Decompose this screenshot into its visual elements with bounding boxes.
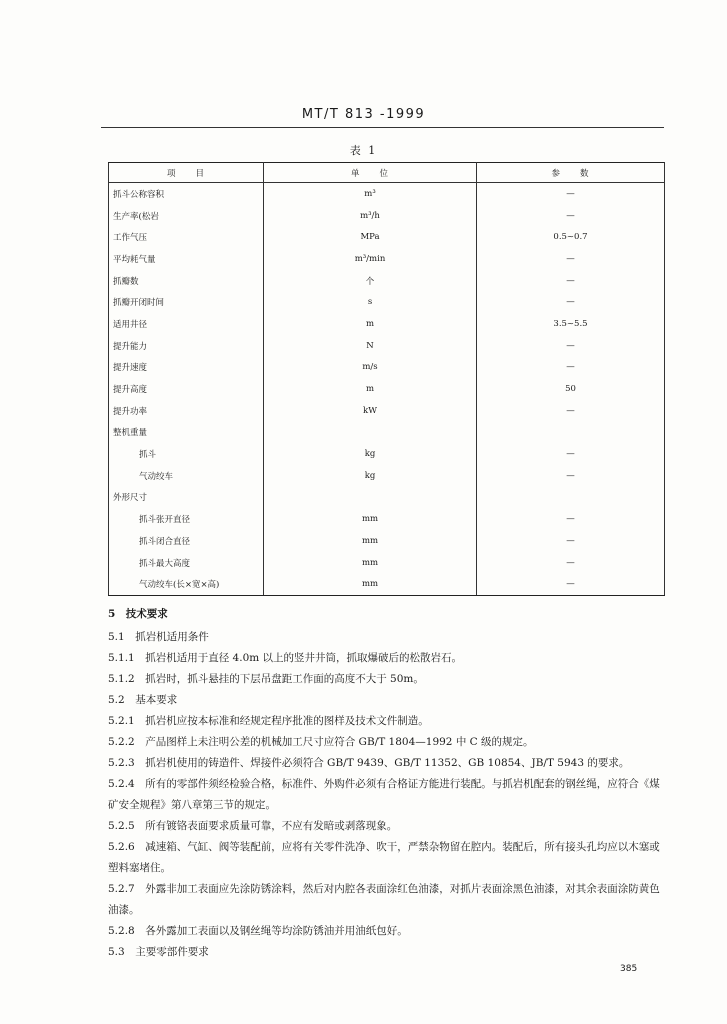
row-unit: mm xyxy=(264,508,477,530)
clause-paragraph: 5.3 主要零部件要求 xyxy=(108,946,209,958)
clause-paragraph: 5.2.1 抓岩机应按本标准和经规定程序批准的图样及技术文件制造。 xyxy=(108,715,429,727)
table-row xyxy=(109,508,665,530)
col-header-value: 参 数 xyxy=(477,163,665,183)
row-item: 整机重量 xyxy=(109,422,264,444)
row-unit xyxy=(264,422,477,444)
row-unit: kW xyxy=(264,400,477,422)
table-row xyxy=(109,465,665,487)
row-unit: m³ xyxy=(264,183,477,205)
header-rule xyxy=(101,127,664,128)
row-value: 0.5~0.7 xyxy=(477,226,665,248)
row-item: 抓瓣数 xyxy=(109,270,264,292)
row-unit xyxy=(264,487,477,509)
table-row xyxy=(109,357,665,379)
row-value: — xyxy=(477,443,665,465)
table-row xyxy=(109,205,665,227)
clause-paragraph: 5.1.2 抓岩时，抓斗悬挂的下层吊盘距工作面的高度不大于 50m。 xyxy=(108,673,424,685)
row-value: 3.5~5.5 xyxy=(477,313,665,335)
row-value: — xyxy=(477,205,665,227)
col-header-item: 项 目 xyxy=(109,163,264,183)
page-number: 385 xyxy=(620,964,638,974)
table-row xyxy=(109,552,665,574)
clause-paragraph: 5.1.1 抓岩机适用于直径 4.0m 以上的竖井井筒，抓取爆破后的松散岩石。 xyxy=(108,652,463,664)
table-row xyxy=(109,443,665,465)
row-item: 提升功率 xyxy=(109,400,264,422)
row-value: — xyxy=(477,530,665,552)
row-value: — xyxy=(477,552,665,574)
row-item: 平均耗气量 xyxy=(109,248,264,270)
table-row xyxy=(109,422,665,444)
col-header-unit: 单 位 xyxy=(264,163,477,183)
clause-paragraph: 5.2 基本要求 xyxy=(108,694,178,706)
row-unit: m³/h xyxy=(264,205,477,227)
row-value xyxy=(477,422,665,444)
row-unit: mm xyxy=(264,573,477,595)
row-item: 抓斗张开直径 xyxy=(109,508,264,530)
row-unit: kg xyxy=(264,443,477,465)
row-item: 生产率(松岩 xyxy=(109,205,264,227)
table-row xyxy=(109,400,665,422)
table-row xyxy=(109,335,665,357)
row-value: — xyxy=(477,357,665,379)
row-unit: m xyxy=(264,313,477,335)
row-unit: kg xyxy=(264,465,477,487)
table-row xyxy=(109,378,665,400)
clause-paragraph: 5.2.4 所有的零部件须经检验合格，标准件、外购件必须有合格证方能进行装配。与抓岩机配套的钢丝绳，应符合《煤矿安全规程》第八章第三节的规定。 xyxy=(108,778,660,811)
clause-paragraph: 5.2.3 抓岩机使用的铸造件、焊接件必须符合 GB/T 9439、GB/T 11352、GB 10854、JB/T 5943 的要求。 xyxy=(108,757,630,769)
row-unit: m xyxy=(264,378,477,400)
table-row xyxy=(109,248,665,270)
clause-paragraph: 5.2.7 外露非加工表面应先涂防锈涂料，然后对内腔各表面涂红色油漆，对抓片表面涂黑色油漆，对其余表面涂防黄色油漆。 xyxy=(108,883,660,916)
clause-paragraph: 5.2.6 减速箱、气缸、阀等装配前，应将有关零件洗净、吹干，严禁杂物留在腔内。装配后，所有接头孔均应以木塞或塑料塞堵住。 xyxy=(108,841,660,874)
row-unit: mm xyxy=(264,552,477,574)
clause-paragraph: 5.2.5 所有镀铬表面要求质量可靠，不应有发暗或剥落现象。 xyxy=(108,820,398,832)
row-value: — xyxy=(477,573,665,595)
row-unit: s xyxy=(264,291,477,313)
row-value: — xyxy=(477,291,665,313)
table-row xyxy=(109,313,665,335)
row-value: — xyxy=(477,248,665,270)
row-unit: mm xyxy=(264,530,477,552)
table-row xyxy=(109,183,665,205)
clause-paragraph: 5.2.8 各外露加工表面以及钢丝绳等均涂防锈油并用油纸包好。 xyxy=(108,925,408,937)
row-item: 抓瓣开闭时间 xyxy=(109,291,264,313)
row-item: 提升速度 xyxy=(109,357,264,379)
table-row xyxy=(109,291,665,313)
row-value: — xyxy=(477,400,665,422)
row-item: 外形尺寸 xyxy=(109,487,264,509)
table-row xyxy=(109,226,665,248)
row-unit: MPa xyxy=(264,226,477,248)
table-row xyxy=(109,573,665,595)
table-title: 表 1 xyxy=(349,144,378,157)
row-item: 抓斗公称容积 xyxy=(109,183,264,205)
spec-table xyxy=(108,162,665,596)
row-value: — xyxy=(477,508,665,530)
row-value: — xyxy=(477,335,665,357)
row-item: 抓斗闭合直径 xyxy=(109,530,264,552)
table-header-row xyxy=(109,163,665,183)
row-unit: N xyxy=(264,335,477,357)
row-unit: 个 xyxy=(264,270,477,292)
row-value: — xyxy=(477,270,665,292)
row-value: — xyxy=(477,465,665,487)
row-item: 气动绞车 xyxy=(109,465,264,487)
technical-requirements-text xyxy=(108,604,664,963)
row-item: 适用井径 xyxy=(109,313,264,335)
table-row xyxy=(109,487,665,509)
clause-paragraph: 5.1 抓岩机适用条件 xyxy=(108,631,209,643)
table-row xyxy=(109,530,665,552)
table-row xyxy=(109,270,665,292)
row-value xyxy=(477,487,665,509)
standard-number-header: MT/T 813 -1999 xyxy=(301,107,426,122)
row-value: — xyxy=(477,183,665,205)
row-unit: m/s xyxy=(264,357,477,379)
row-item: 工作气压 xyxy=(109,226,264,248)
clause-paragraph: 5.2.2 产品图样上未注明公差的机械加工尺寸应符合 GB/T 1804—1992 中 C 级的规定。 xyxy=(108,736,534,748)
row-value: 50 xyxy=(477,378,665,400)
row-unit: m³/min xyxy=(264,248,477,270)
row-item: 提升能力 xyxy=(109,335,264,357)
row-item: 气动绞车(长×宽×高) xyxy=(109,573,264,595)
row-item: 提升高度 xyxy=(109,378,264,400)
section-heading: 5 技术要求 xyxy=(108,608,168,620)
row-item: 抓斗 xyxy=(109,443,264,465)
row-item: 抓斗最大高度 xyxy=(109,552,264,574)
